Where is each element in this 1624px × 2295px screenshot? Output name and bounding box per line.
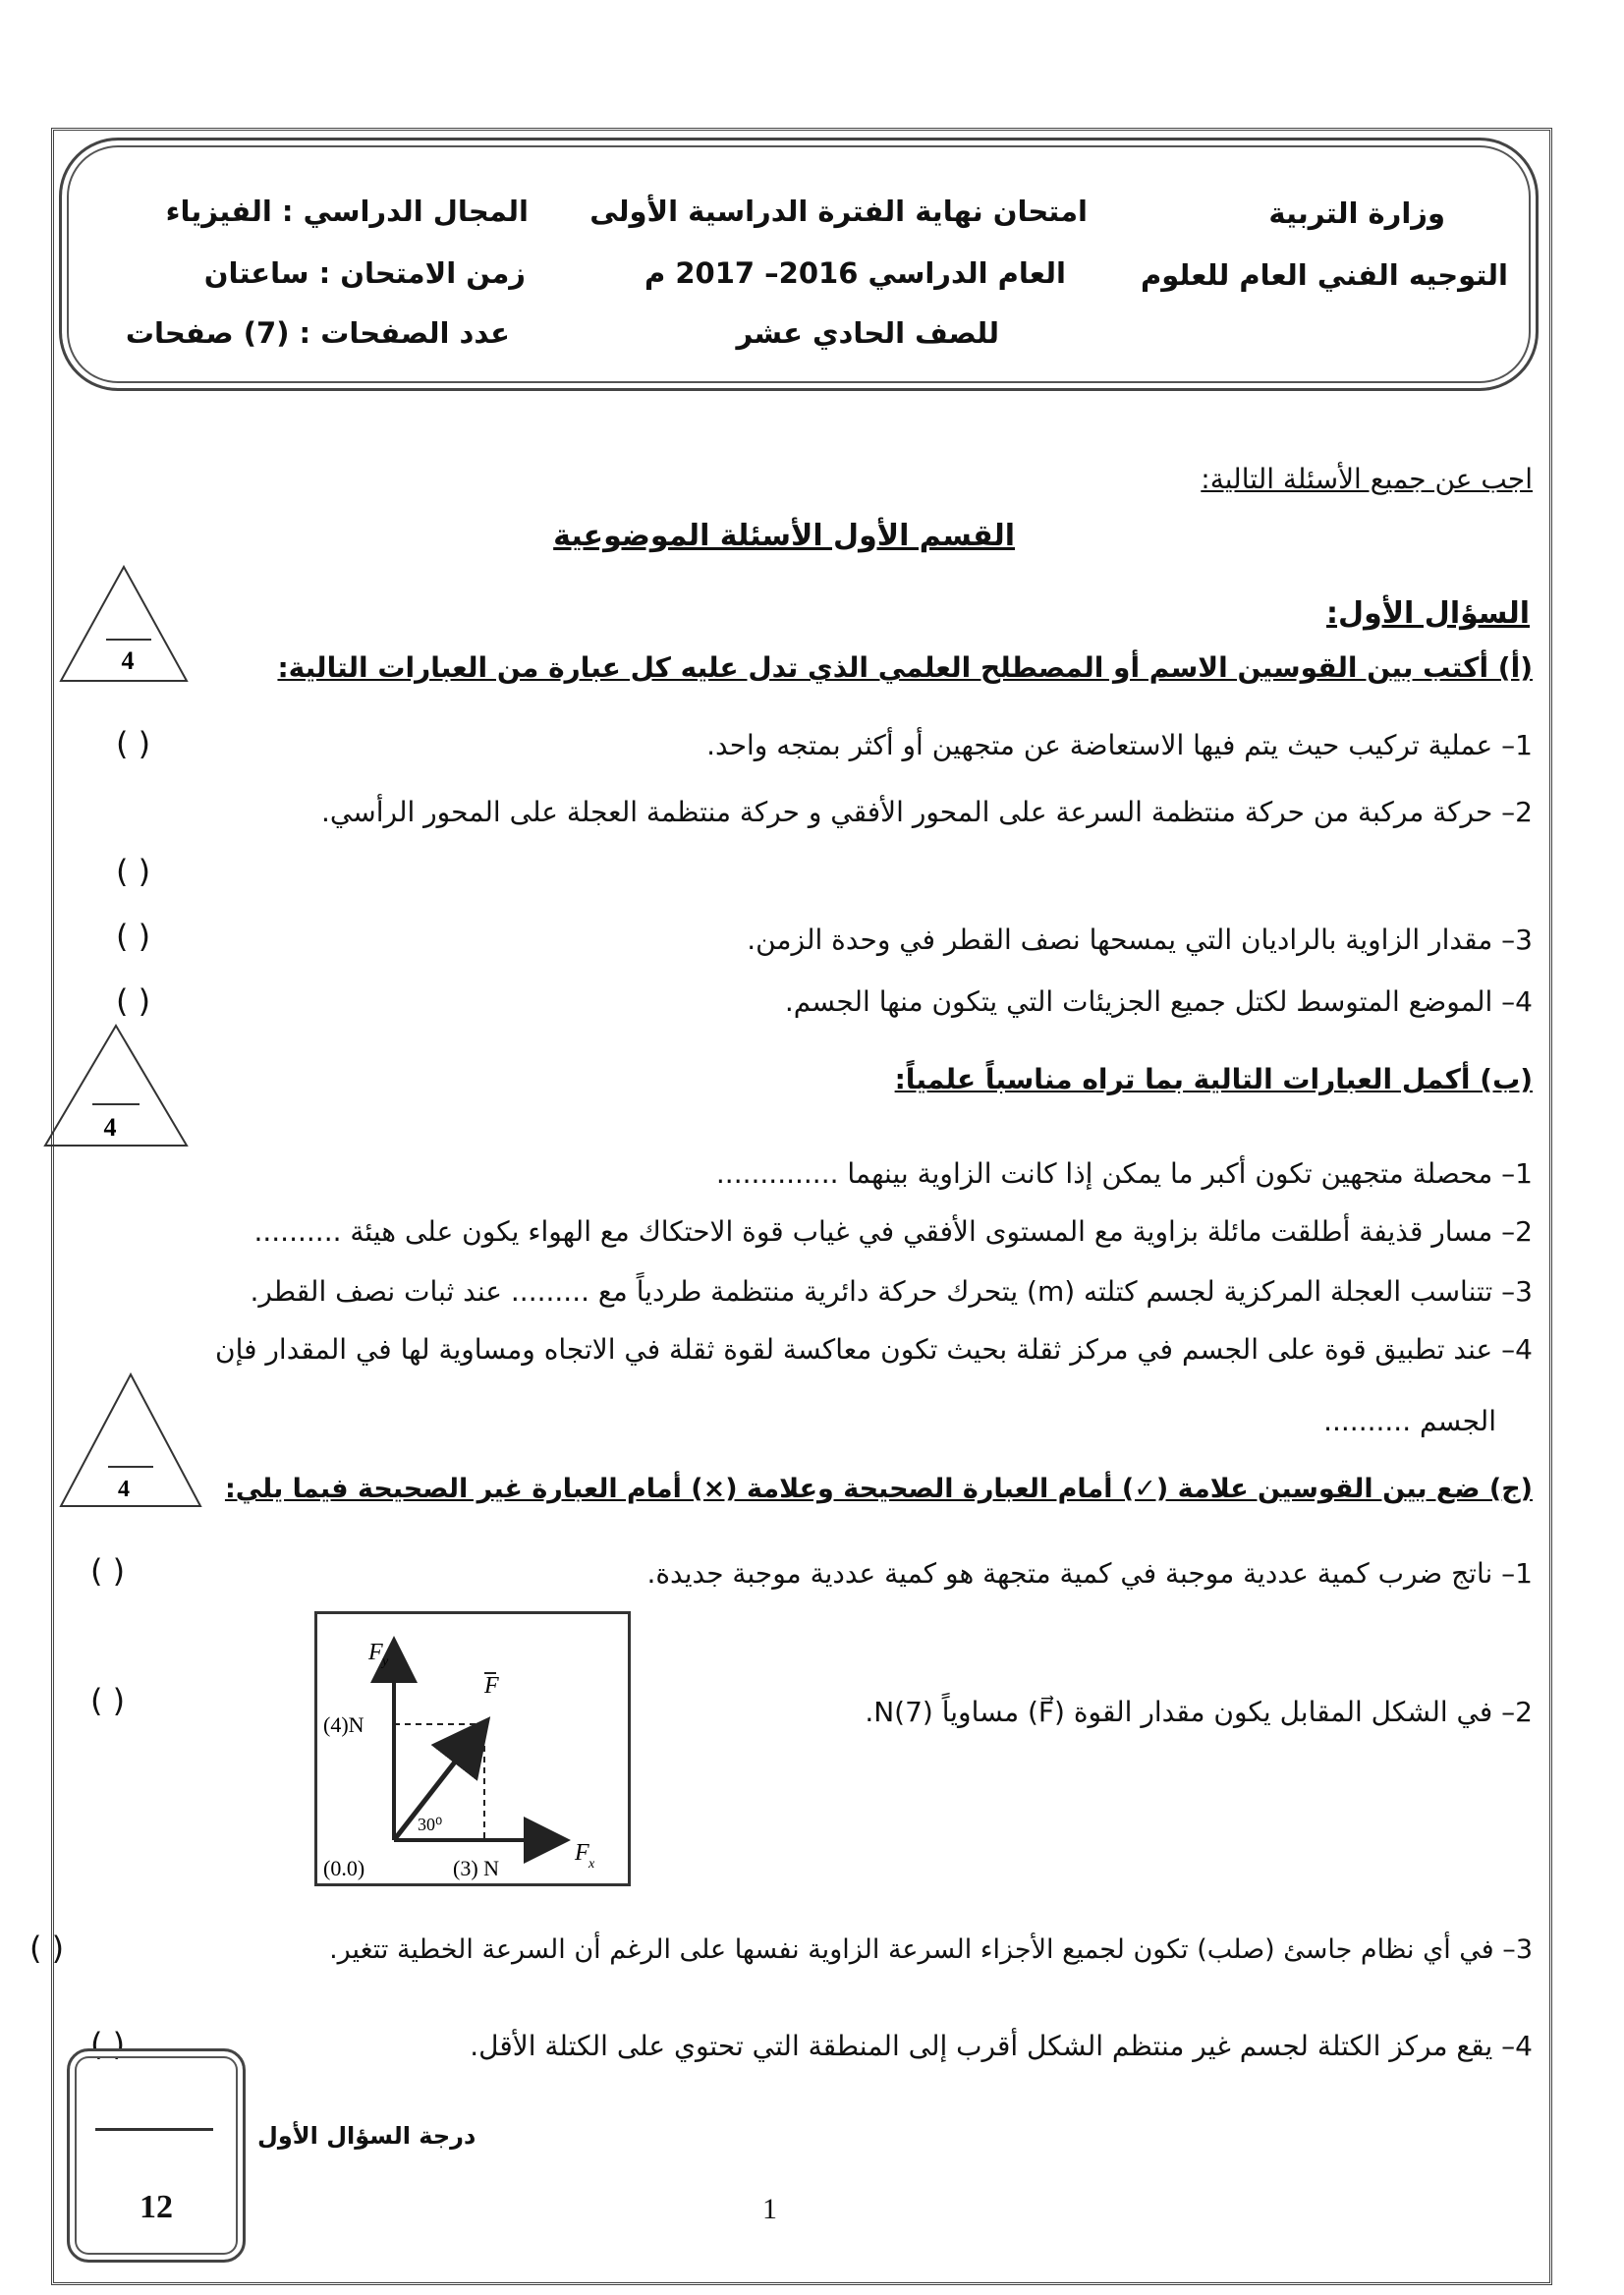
exam-duration: زمن الامتحان : ساعتان	[203, 256, 526, 290]
part-b-item-1: 1– محصلة متجهين تكون أكبر ما يمكن إذا كانت الزاوية بينهما ..............	[715, 1157, 1533, 1190]
answer-paren-c2[interactable]: ( )	[90, 1682, 126, 1719]
instructions: اجب عن جميع الأسئلة التالية:	[1201, 463, 1533, 495]
exam-title: امتحان نهاية الفترة الدراسية الأولى	[589, 195, 1088, 228]
answer-paren-a2[interactable]: ( )	[116, 853, 151, 890]
question1-title: السؤال الأول:	[1326, 596, 1530, 631]
mark-triangle-a	[57, 563, 191, 685]
answer-paren-a3[interactable]: ( )	[116, 918, 151, 955]
ministry-name: وزارة التربية	[1268, 196, 1445, 230]
fx-sub: x	[588, 1857, 595, 1872]
answer-paren-c1[interactable]: ( )	[90, 1552, 126, 1590]
directorate-name: التوجيه الفني العام للعلوم	[1140, 258, 1508, 292]
part-c-item-2: 2– في الشكل المقابل يكون مقدار القوة (F⃗) مساوياً N(7).	[865, 1696, 1533, 1728]
mark-c: 4	[118, 1477, 130, 1502]
part-a-item-4: 4– الموضع المتوسط لكتل جميع الجزيئات التي يتكون منها الجسم.	[784, 985, 1533, 1018]
part-b-item-2: 2– مسار قذيفة أطلقت مائلة بزاوية مع المستوى الأفقي في غياب قوة الاحتكاك مع الهواء يكون على هيئة ..........	[253, 1215, 1533, 1248]
part-c-item-4: 4– يقع مركز الكتلة لجسم غير منتظم الشكل أقرب إلى المنطقة التي تحتوي على الكتلة الأقل.	[470, 2030, 1533, 2062]
grade: للصف الحادي عشر	[736, 316, 999, 350]
y-tick-label: (4)N	[323, 1712, 364, 1737]
angle-label: 30⁰	[418, 1815, 443, 1834]
force-diagram	[314, 1611, 631, 1886]
part-b-item-4: 4– عند تطبيق قوة على الجسم في مركز ثقلة بحيث تكون معاكسة لقوة ثقلة في الاتجاه ومساوية لها في المقدار فإن	[215, 1333, 1533, 1366]
section-title: القسم الأول الأسئلة الموضوعية	[553, 519, 1015, 553]
fy-sub: y	[382, 1654, 389, 1669]
part-a-item-3: 3– مقدار الزاوية بالراديان التي يمسحها نصف القطر في وحدة الزمن.	[747, 924, 1533, 956]
page-count: عدد الصفحات : (7) صفحات	[125, 316, 510, 350]
answer-paren-a4[interactable]: ( )	[116, 982, 151, 1020]
part-b-item-3: 3– تتناسب العجلة المركزية لجسم كتلته (m) يتحرك حركة دائرية منتظمة طردياً مع ......... عند ثبات نصف القطر.	[250, 1275, 1533, 1308]
origin-label: (0.0)	[323, 1856, 365, 1880]
part-b-item-4-cont: الجسم ..........	[1323, 1405, 1496, 1437]
part-c-heading: (ج) ضع بين القوسين علامة (✓) أمام العبارة الصحيحة وعلامة (×) أمام العبارة غير الصحيحة فيما يلي:	[224, 1474, 1533, 1504]
part-a-item-1: 1– عملية تركيب حيث يتم فيها الاستعاضة عن متجهين أو أكثر بمتجه واحد.	[706, 729, 1533, 761]
part-a-item-2: 2– حركة مركبة من حركة منتظمة السرعة على المحور الأفقي و حركة منتظمة العجلة على المحور الرأسي.	[321, 796, 1533, 828]
fx-label: F	[575, 1840, 589, 1866]
mark-triangle-b	[41, 1022, 191, 1149]
answer-paren-a1[interactable]: ( )	[116, 725, 151, 762]
part-a-heading: (أ) أكتب بين القوسين الاسم أو المصطلح العلمي الذي تدل عليه كل عبارة من العبارات التالية:	[277, 651, 1533, 684]
score-value: 12	[140, 2189, 173, 2225]
x-tick-label: (3) N	[453, 1856, 500, 1880]
mark-b: 4	[103, 1113, 117, 1142]
part-c-item-3: 3– في أي نظام جاسئ (صلب) تكون لجميع الأجزاء السرعة الزاوية نفسها على الرغم أن السرعة الخطية تتغير.	[329, 1934, 1533, 1965]
score-box	[67, 2048, 246, 2263]
mark-triangle-c	[57, 1371, 204, 1510]
f-label: F	[484, 1673, 499, 1699]
subject: المجال الدراسي : الفيزياء	[165, 195, 529, 228]
score-label: درجة السؤال الأول	[257, 2122, 476, 2150]
score-divider	[95, 2128, 213, 2131]
page-number: 1	[762, 2193, 777, 2225]
answer-paren-c4[interactable]: ( )	[90, 2026, 126, 2063]
part-c-item-1: 1– ناتج ضرب كمية عددية موجبة في كمية متجهة هو كمية عددية موجبة جديدة.	[646, 1557, 1533, 1590]
academic-year: العام الدراسي 2016– 2017 م	[644, 256, 1066, 290]
answer-paren-c3[interactable]: ( )	[29, 1930, 65, 1967]
fy-label: F	[368, 1640, 383, 1665]
part-b-heading: (ب) أكمل العبارات التالية بما تراه مناسباً علمياً:	[894, 1063, 1533, 1095]
mark-a: 4	[121, 646, 135, 675]
